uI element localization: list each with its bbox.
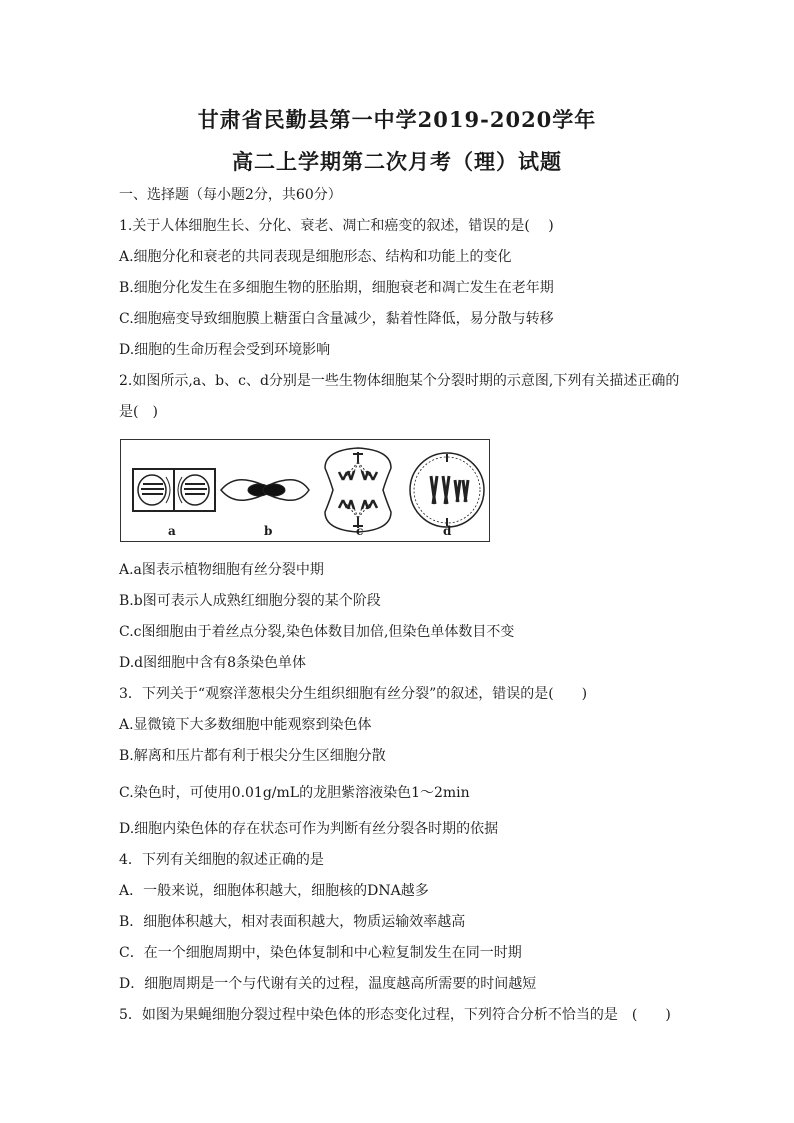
cell-division-diagrams (121, 440, 491, 543)
q4-option-a: A．一般来说，细胞体积越大，细胞核的DNA越多 (119, 883, 429, 899)
cell-division-figure (120, 439, 490, 542)
title-line-1: 甘肃省民勤县第一中学2019-2020学年 (197, 107, 597, 132)
q3-stem: 3．下列关于“观察洋葱根尖分生组织细胞有丝分裂”的叙述，错误的是( ) (119, 686, 588, 702)
q1-option-b: B.细胞分化发生在多细胞生物的胚胎期，细胞衰老和凋亡发生在老年期 (119, 280, 554, 296)
q4-stem: 4．下列有关细胞的叙述正确的是 (119, 852, 324, 868)
q3-option-b: B.解离和压片都有利于根尖分生区细胞分散 (119, 748, 386, 764)
figure-label-a: a (168, 524, 176, 538)
q2-option-b: B.b图可表示人成熟红细胞分裂的某个阶段 (119, 593, 381, 609)
q4-option-c: C．在一个细胞周期中，染色体复制和中心粒复制发生在同一时期 (119, 945, 522, 961)
q4-option-b: B．细胞体积越大，相对表面积越大，物质运输效率越高 (119, 914, 466, 930)
q1-option-a: A.细胞分化和衰老的共同表现是细胞形态、结构和功能上的变化 (119, 249, 512, 265)
diagram-d-cell (410, 453, 484, 527)
title-line-2: 高二上学期第二次月考（理）试题 (232, 149, 562, 174)
q2-stem-line-2: 是( ) (119, 404, 158, 420)
figure-label-d: d (443, 524, 452, 538)
section-heading: 一、选择题（每小题2分，共60分） (119, 187, 342, 203)
figure-label-b: b (264, 524, 273, 538)
q3-option-d: D.细胞内染色体的存在状态可作为判断有丝分裂各时期的依据 (119, 821, 499, 837)
q2-option-a: A.a图表示植物细胞有丝分裂中期 (119, 562, 324, 578)
q1-stem: 1.关于人体细胞生长、分化、衰老、凋亡和癌变的叙述，错误的是( ) (119, 218, 554, 234)
q2-option-c: C.c图细胞由于着丝点分裂,染色体数目加倍,但染色单体数目不变 (119, 624, 515, 640)
q2-option-d: D.d图细胞中含有8条染色单体 (119, 655, 307, 671)
diagram-b-dividing-cell (221, 480, 309, 501)
diagram-c-animal-cell (325, 448, 391, 532)
q1-option-c: C.细胞癌变导致细胞膜上糖蛋白含量减少，黏着性降低，易分散与转移 (119, 311, 554, 327)
figure-label-c: c (356, 524, 364, 538)
q4-option-d: D．细胞周期是一个与代谢有关的过程，温度越高所需要的时间越短 (119, 976, 537, 992)
q2-stem-line-1: 2.如图所示,a、b、c、d分别是一些生物体细胞某个分裂时期的示意图,下列有关描述正确的 (119, 373, 680, 389)
q1-option-d: D.细胞的生命历程会受到环境影响 (119, 342, 331, 358)
diagram-a-plant-cell (133, 469, 215, 511)
q3-option-a: A.显微镜下大多数细胞中能观察到染色体 (119, 717, 372, 733)
q3-option-c: C.染色时，可使用0.01g/mL的龙胆紫溶液染色1～2min (119, 785, 470, 801)
q5-stem: 5．如图为果蝇细胞分裂过程中染色体的形态变化过程，下列符合分析不恰当的是 ( ) (119, 1007, 671, 1023)
